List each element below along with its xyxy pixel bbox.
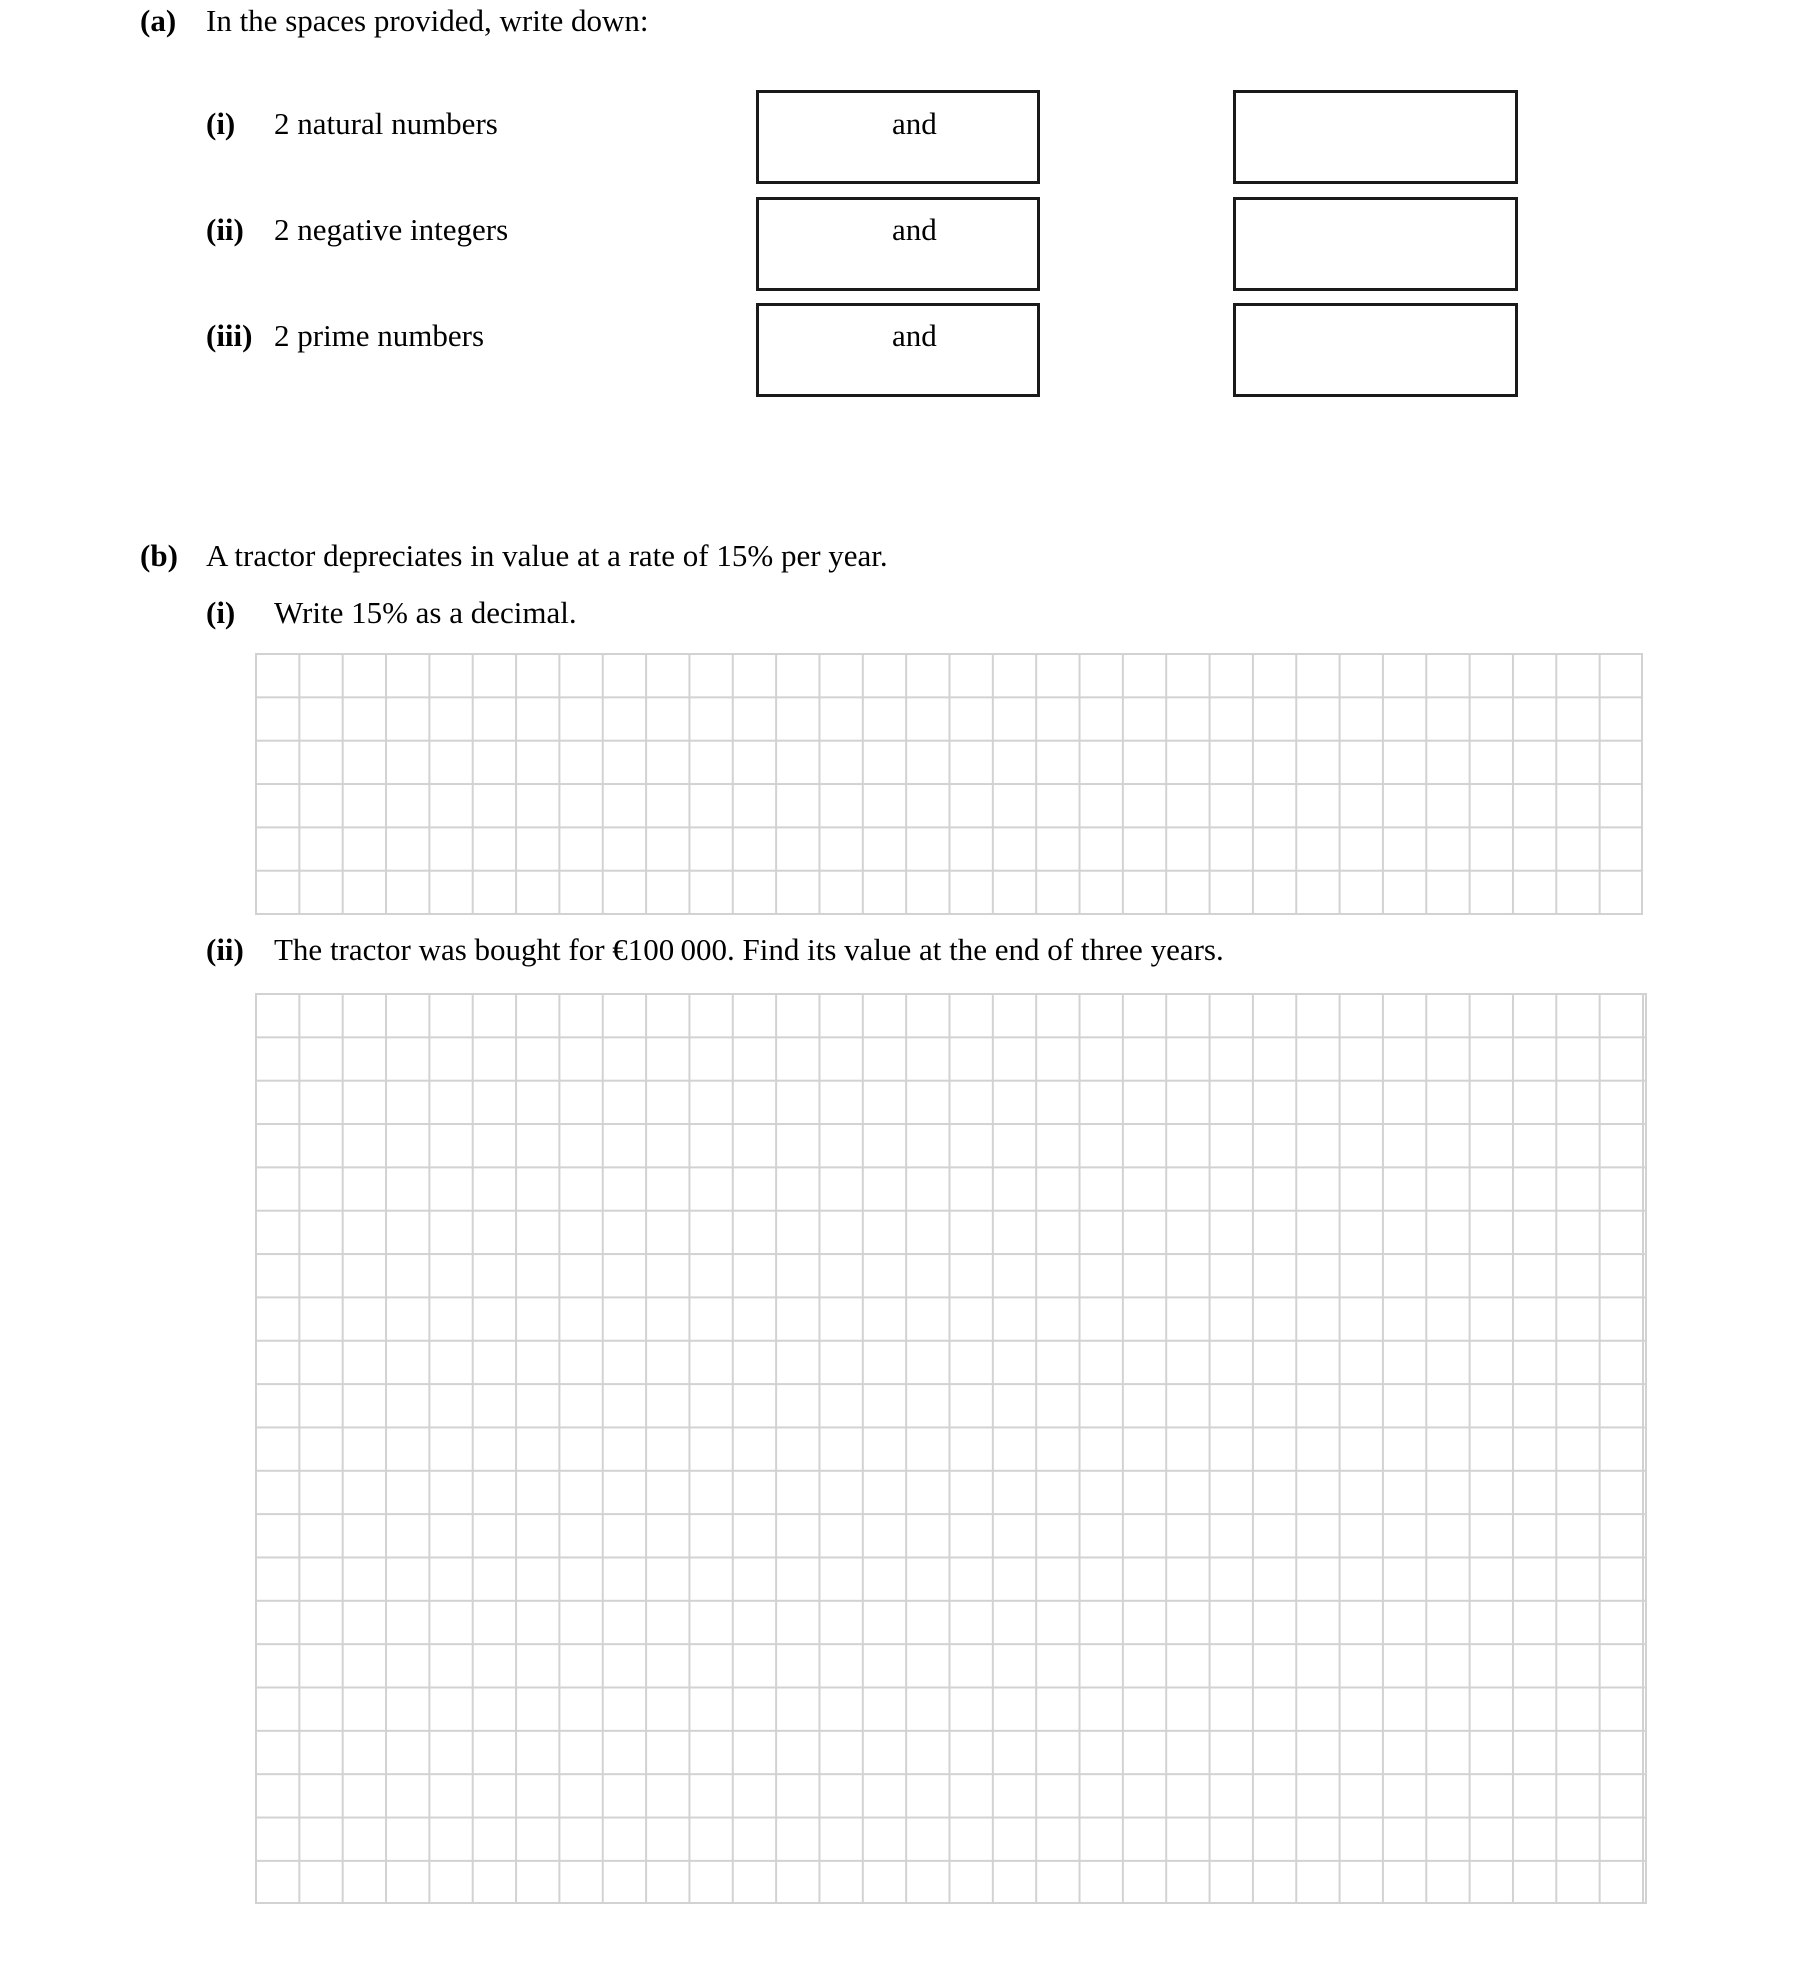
subpart-label-a-i: (i) (206, 106, 236, 141)
answer-box-a-iii-2[interactable] (1233, 303, 1518, 397)
answer-box-a-i-2[interactable] (1233, 90, 1518, 184)
subpart-label-a-ii: (ii) (206, 212, 244, 247)
subpart-label-b-ii: (ii) (206, 932, 244, 967)
part-label-a: (a) (140, 3, 177, 38)
subpart-text-a-i: 2 natural numbers (274, 106, 498, 141)
connector-and-a-ii: and (892, 212, 937, 247)
connector-and-a-iii: and (892, 318, 937, 353)
subpart-text-b-i: Write 15% as a decimal. (274, 595, 577, 630)
work-area-b-ii[interactable] (255, 993, 1647, 1904)
part-b-prompt: A tractor depreciates in value at a rate of 15% per year. (206, 538, 888, 573)
part-label-b: (b) (140, 538, 178, 573)
connector-and-a-i: and (892, 106, 937, 141)
subpart-label-a-iii: (iii) (206, 318, 253, 353)
subpart-text-a-ii: 2 negative integers (274, 212, 509, 247)
answer-box-a-ii-2[interactable] (1233, 197, 1518, 291)
subpart-text-b-ii: The tractor was bought for €100 000. Find its value at the end of three years. (274, 932, 1224, 967)
part-a-prompt: In the spaces provided, write down: (206, 3, 649, 38)
subpart-label-b-i: (i) (206, 595, 236, 630)
subpart-text-a-iii: 2 prime numbers (274, 318, 485, 353)
work-area-b-i[interactable] (255, 653, 1643, 915)
